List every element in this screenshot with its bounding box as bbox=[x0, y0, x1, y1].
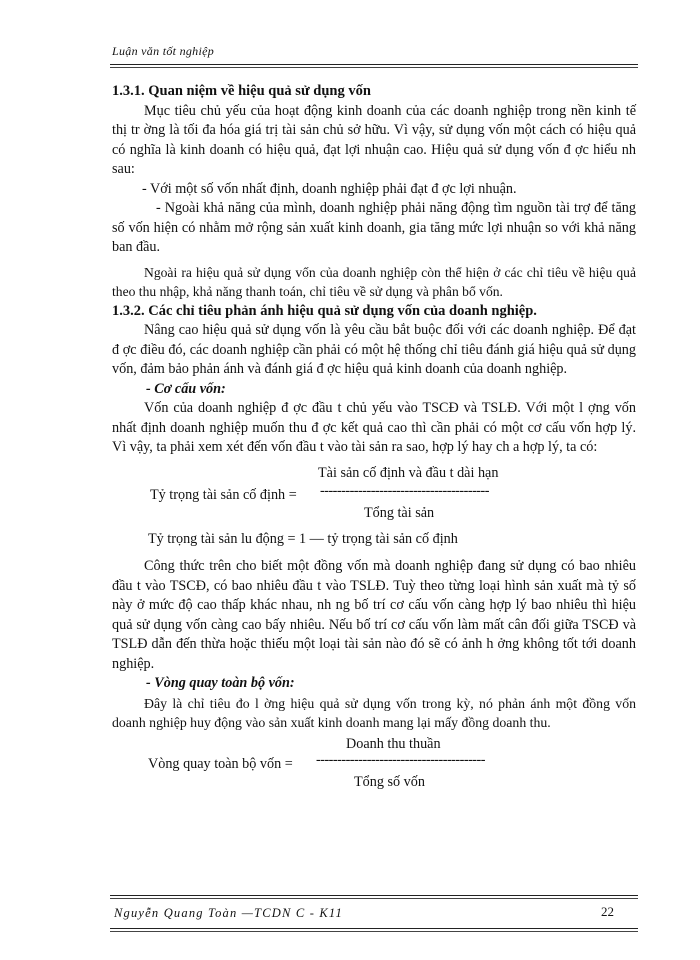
formula-fraction-line: ---------------------------------------- bbox=[320, 482, 489, 499]
page-number: 22 bbox=[601, 904, 614, 919]
formula-denominator: Tổng tài sản bbox=[364, 504, 435, 521]
formula-numerator: Tài sản cố định và đầu t dài hạn bbox=[318, 464, 499, 481]
formula-lhs: Vòng quay toàn bộ vốn = bbox=[148, 755, 293, 772]
footer-author: Nguyễn Quang Toàn —TCDN C - K11 bbox=[114, 906, 343, 920]
bullet-item: - Ngoài khả năng của mình, doanh nghiệp phải năng động tìm nguồn tài trợ để tăng số vốn hiện có nhằm mở rộng sản xuất kinh doanh, gia tăng mức lợi nhuận so với khả năng ban đầu. bbox=[112, 200, 636, 255]
paragraph: Đây là chỉ tiêu đo l ờng hiệu quả sử dụng vốn trong kỳ, nó phản ánh một đồng vốn doanh nghiệp huy động vào sản xuất kinh doanh mang lại mấy đồng doanh thu. bbox=[112, 695, 636, 730]
footer-rule-lower-2 bbox=[110, 931, 638, 932]
paragraph: Mục tiêu chủ yếu của hoạt động kinh doanh của các doanh nghiệp trong nền kinh tế thị tr ờng là tối đa hóa giá trị tài sản chủ sở hữu. Vì vậy, sử dụng vốn một cách có hiệu quả có nghĩa là kinh doanh có hiệu quả, đạt lợi nhuận cao. Hiệu quả sử dụng vốn đ ợc hiểu nh sau: bbox=[112, 102, 636, 177]
document-body bbox=[112, 82, 636, 793]
bullet-item: - Với một số vốn nhất định, doanh nghiệp phải đạt đ ợc lợi nhuận. bbox=[142, 180, 517, 197]
subsection-heading-total-capital-turnover: - Vòng quay toàn bộ vốn: bbox=[146, 675, 295, 691]
formula-lhs: Tỷ trọng tài sản cố định = bbox=[150, 486, 297, 503]
footer-rule-lower bbox=[110, 928, 638, 929]
formula-current-asset-ratio: Tỷ trọng tài sản lu động = 1 — tỷ trọng tài sản cố định bbox=[148, 530, 458, 547]
paragraph: Vốn của doanh nghiệp đ ợc đầu t chủ yếu vào TSCĐ và TSLĐ. Với một l ợng vốn nhất định doanh nghiệp muốn thu đ ợc kết quả cao thì cần phải có một cơ cấu vốn hợp lý. Vì vậy, ta phải xem xét đến vốn đầu t vào tài sản ra sao, hợp lý hay ch a hợp lý, ta có: bbox=[112, 400, 636, 455]
formula-capital-turnover bbox=[112, 735, 636, 793]
section-heading-131: 1.3.1. Quan niệm về hiệu quả sử dụng vốn bbox=[112, 83, 371, 99]
paragraph: Nâng cao hiệu quả sử dụng vốn là yêu cầu bắt buộc đối với các doanh nghiệp. Để đạt đ ợc điều đó, các doanh nghiệp cần phải có một hệ thống chỉ tiêu đánh giá hiệu quả sử dụng vốn, đảm bảo phản ánh và đánh giá đ ợc hiệu quả kinh doanh của doanh nghiệp. bbox=[112, 322, 636, 377]
header-rule-top bbox=[110, 64, 638, 65]
paragraph: Ngoài ra hiệu quả sử dụng vốn của doanh nghiệp còn thể hiện ở các chỉ tiêu về hiệu quả theo thu nhập, khả năng thanh toán, chỉ tiêu về sử dụng và phân bổ vốn. bbox=[112, 264, 636, 299]
formula-fraction-line: ---------------------------------------- bbox=[316, 751, 485, 768]
footer-rule-top bbox=[110, 895, 638, 896]
formula-fixed-asset-ratio bbox=[112, 464, 636, 524]
footer-rule-bottom bbox=[110, 898, 638, 899]
subsection-heading-capital-structure: - Cơ cấu vốn: bbox=[146, 380, 226, 397]
section-heading-132: 1.3.2. Các chỉ tiêu phản ánh hiệu quả sử dụng vốn của doanh nghiệp. bbox=[112, 302, 537, 319]
header-rule-bottom bbox=[110, 67, 638, 68]
formula-denominator: Tổng số vốn bbox=[354, 773, 425, 790]
formula-numerator: Doanh thu thuần bbox=[346, 735, 441, 752]
header-title: Luận văn tốt nghiệp bbox=[112, 44, 215, 58]
paragraph: Công thức trên cho biết một đồng vốn mà doanh nghiệp đang sử dụng có bao nhiêu đầu t vào TSCĐ, có bao nhiêu đầu t vào TSLĐ. Tuỳ theo từng loại hình sản xuất mà tỷ số này ở mức độ cao thấp khác nhau, nh ng bố trí cơ cấu vốn càng hợp lý bao nhiêu thì hiệu quả sử dụng vốn càng cao bấy nhiêu. Nếu bố trí cơ cấu vốn làm mất cân đối giữa TSCĐ và TSLĐ dẫn đến thừa hoặc thiếu một loại tài sản nào đó sẽ có ảnh h ởng không tốt tới doanh nghiệp. bbox=[112, 558, 636, 672]
